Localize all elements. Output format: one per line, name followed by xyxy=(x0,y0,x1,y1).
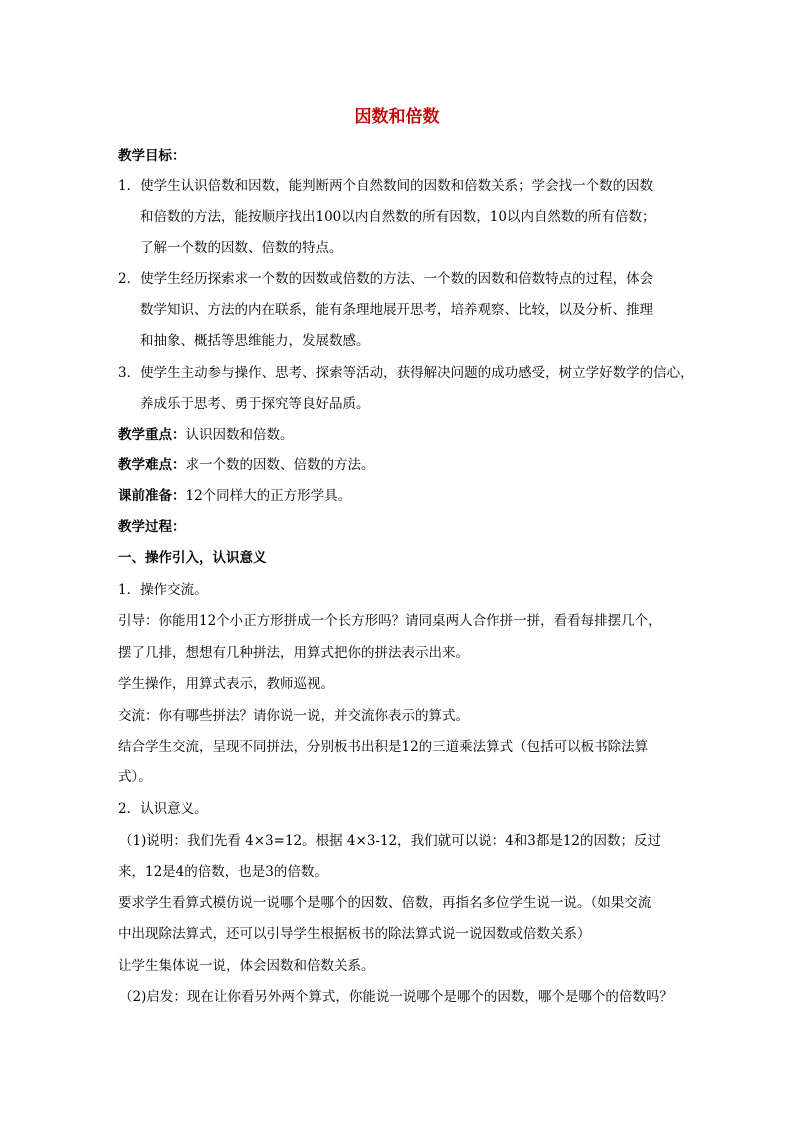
body-line: 1．操作交流。 xyxy=(118,582,208,598)
objective-line: 和倍数的方法，能按顺序找出100以内自然数的所有因数，10以内自然数的所有倍数； xyxy=(140,209,656,225)
difficulty-label: 教学难点： xyxy=(118,457,186,473)
key-point-label: 教学重点： xyxy=(118,427,186,443)
body-line: 中出现除法算式，还可以引导学生根据板书的除法算式说一说因数或倍数关系） xyxy=(118,926,591,942)
objective-line: 数学知识、方法的内在联系，能有条理地展开思考，培养观察、比较，以及分析、推理 xyxy=(140,302,653,318)
body-line: 式）。 xyxy=(118,769,152,785)
objective-line: 3．使学生主动参与操作、思考、探索等活动，获得解决问题的成功感受，树立学好数学的信心， xyxy=(118,365,694,381)
key-point-text: 认识因数和倍数。 xyxy=(185,427,294,443)
objective-line: 和抽象、概括等思维能力，发展数感。 xyxy=(140,333,370,349)
body-line: （1)说明：我们先看 4×3=12。根据 4×3-12，我们就可以说：4和3都是12的因数；反过 xyxy=(119,833,662,849)
body-line: 学生操作，用算式表示，教师巡视。 xyxy=(118,676,334,692)
difficulty-text: 求一个数的因数、倍数的方法。 xyxy=(185,457,375,473)
body-line: 交流：你有哪些拼法？请你说一说，并交流你表示的算式。 xyxy=(118,708,469,724)
body-line: 2．认识意义。 xyxy=(118,801,208,817)
objective-line: 养成乐于思考、勇于探究等良好品质。 xyxy=(140,396,370,412)
body-line: 摆了几排，想想有几种拼法，用算式把你的拼法表示出来。 xyxy=(118,645,469,661)
body-line: 引导：你能用12个小正方形拼成一个长方形吗？请同桌两人合作拼一拼，看看每排摆几个， xyxy=(118,613,662,629)
preparation xyxy=(118,486,351,506)
objective-line: 2．使学生经历探索求一个数的因数或倍数的方法、一个数的因数和倍数特点的过程，体会 xyxy=(118,271,654,287)
document-title: 因数和倍数 xyxy=(354,107,440,127)
objective-line: 了解一个数的因数、倍数的特点。 xyxy=(140,240,343,256)
body-line: （2)启发：现在让你看另外两个算式，你能说一说哪个是哪个的因数，哪个是哪个的倍数吗？ xyxy=(119,989,673,1005)
process-heading: 教学过程： xyxy=(118,519,186,535)
objectives-heading: 教学目标： xyxy=(118,148,186,164)
difficulty xyxy=(118,455,375,475)
body-line: 结合学生交流，呈现不同拼法，分别板书出积是12的三道乘法算式（包括可以板书除法算 xyxy=(118,739,649,755)
preparation-text: 12个同样大的正方形学具。 xyxy=(185,488,352,504)
preparation-label: 课前准备： xyxy=(118,488,186,504)
section1-heading: 一、操作引入，认识意义 xyxy=(118,550,267,566)
objective-line: 1．使学生认识倍数和因数，能判断两个自然数间的因数和倍数关系；学会找一个数的因数 xyxy=(118,178,654,194)
body-line: 要求学生看算式模仿说一说哪个是哪个的因数、倍数，再指名多位学生说一说。（如果交流 xyxy=(118,895,652,911)
body-line: 让学生集体说一说，体会因数和倍数关系。 xyxy=(118,958,375,974)
key-point xyxy=(118,425,294,445)
body-line: 来，12是4的倍数，也是3的倍数。 xyxy=(118,864,328,880)
